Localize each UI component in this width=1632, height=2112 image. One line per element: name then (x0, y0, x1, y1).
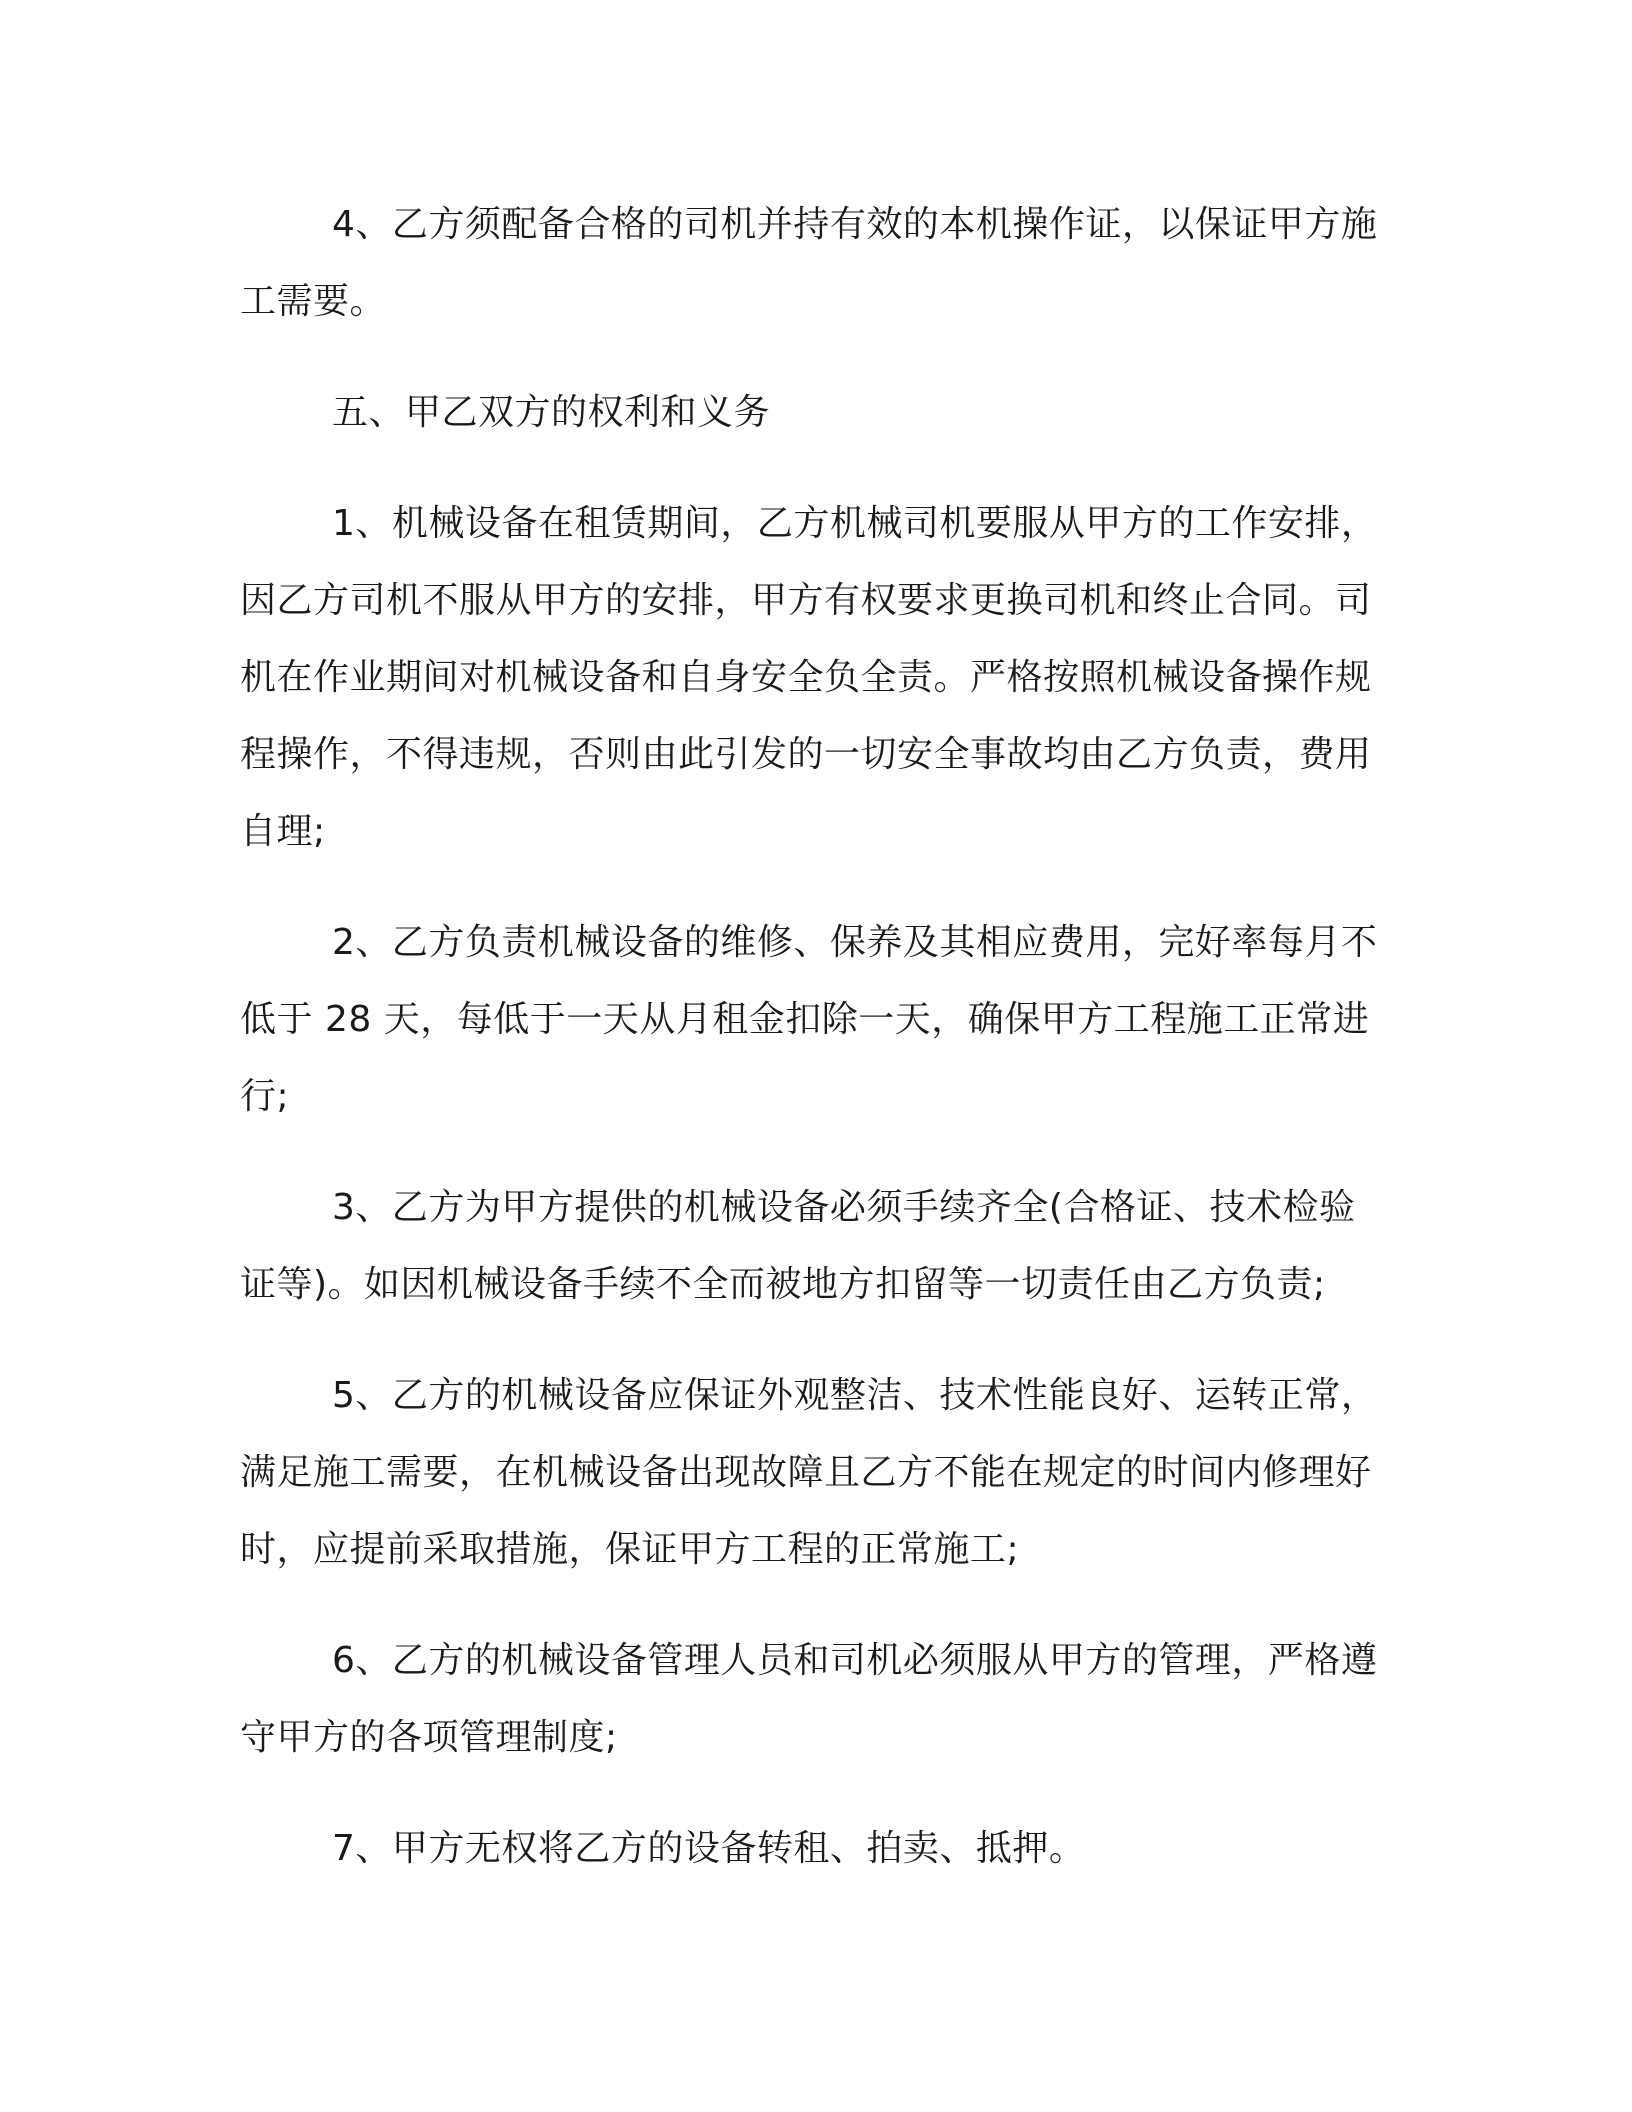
clause-2-maintenance: 2、乙方负责机械设备的维修、保养及其相应费用，完好率每月不低于 28 天，每低于一天从月租金扣除一天，确保甲方工程施工正常进行; (240, 922, 1378, 1117)
clause-5-equipment-condition: 5、乙方的机械设备应保证外观整洁、技术性能良好、运转正常，满足施工需要，在机械设备出现故障且乙方不能在规定的时间内修理好时，应提前采取措施，保证甲方工程的正常施工; (240, 1375, 1378, 1570)
clause-1-work-arrangement: 1、机械设备在租赁期间，乙方机械司机要服从甲方的工作安排，因乙方司机不服从甲方的安排，甲方有权要求更换司机和终止合同。司机在作业期间对机械设备和自身安全负全责。严格按照机械设备操作规程操作，不得违规，否则由此引发的一切安全事故均由乙方负责，费用自理; (240, 503, 1378, 852)
section-heading-rights-obligations: 五、甲乙双方的权利和义务 (332, 392, 771, 433)
clause-4-driver-requirement: 4、乙方须配备合格的司机并持有效的本机操作证，以保证甲方施工需要。 (240, 204, 1378, 322)
clause-3-documentation: 3、乙方为甲方提供的机械设备必须手续齐全(合格证、技术检验证等)。如因机械设备手续不全而被地方扣留等一切责任由乙方负责; (240, 1187, 1356, 1305)
document-body (240, 186, 1390, 1887)
clause-7-no-sublease: 7、甲方无权将乙方的设备转租、拍卖、抵押。 (332, 1828, 1086, 1869)
clause-6-management-compliance: 6、乙方的机械设备管理人员和司机必须服从甲方的管理，严格遵守甲方的各项管理制度; (240, 1640, 1378, 1758)
